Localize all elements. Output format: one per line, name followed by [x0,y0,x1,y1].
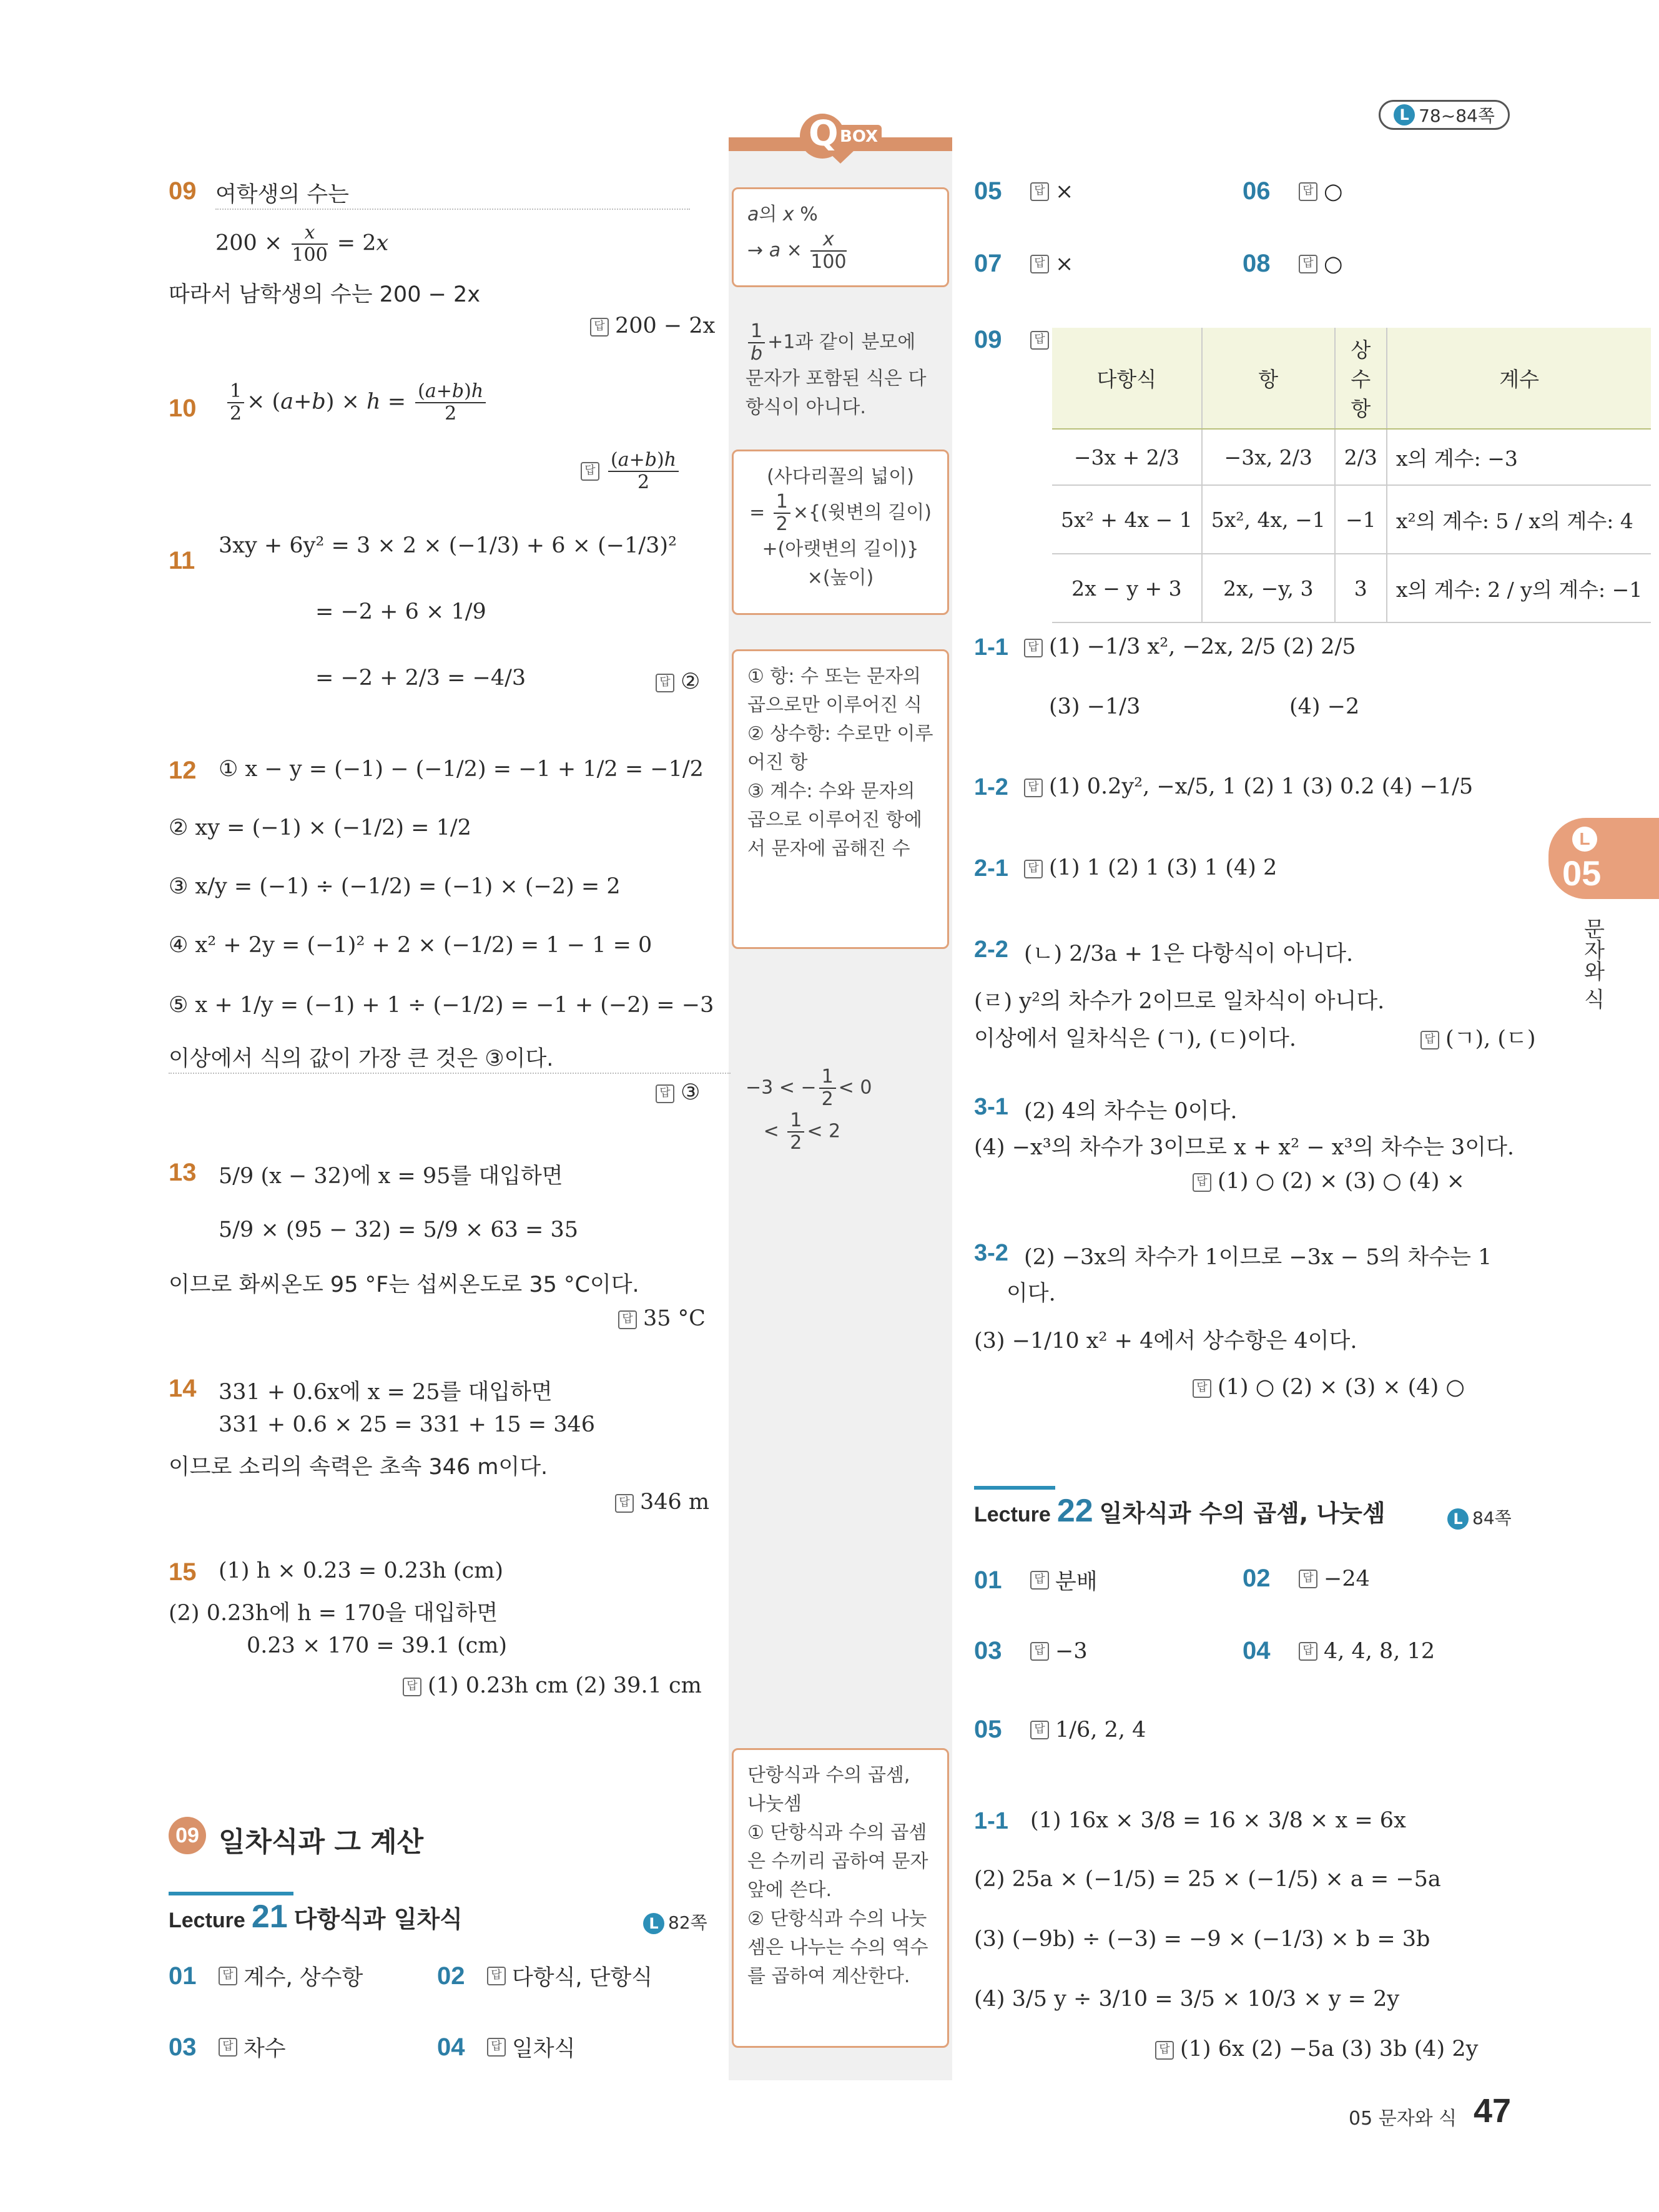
answer-icon: 답 [1299,255,1317,273]
answer-icon: 답 [219,1967,237,1985]
problem-11-answer: 답 ② [656,669,700,694]
qbox-logo-box: BOX [840,127,879,146]
problem-12-line2: ② xy = (−1) × (−1/2) = 1/2 [169,815,471,840]
side-tab-number: 05 [1562,853,1602,893]
table-row: 2x − y + 3 2x, −y, 3 3 x의 계수: 2 / y의 계수: −1 [1052,554,1651,622]
problem-14-number: 14 [169,1375,197,1402]
answer-icon: 답 [1299,1642,1317,1661]
lecture-21-tag: Lecture [169,1909,245,1932]
qbox-note-monomial: 단항식과 수의 곱셈, 나눗셈 ① 단항식과 수의 곱셈은 수끼리 곱하여 문자 앞에 쓴다. ② 단항식과 수의 나눗셈은 나누는 수의 역수를 곱하여 계산한다. [732,1748,949,2048]
problem-15-answer: 답 (1) 0.23h cm (2) 39.1 cm [403,1673,702,1698]
lecture-21-num: 21 [251,1899,288,1935]
l21-item-01: 01 답 계수, 상수항 [169,1962,363,1990]
problem-10-answer: 답 $\frac{(a+b)h}{2}$ [581,450,681,493]
lecture-22-rule [974,1486,1055,1490]
table-header: 항 [1202,328,1335,429]
r22-1-1-answer: 답 (1) 6x (2) −5a (3) 3b (4) 2y [1155,2037,1478,2062]
answer-icon: 답 [581,462,599,481]
problem-13-line3: 이므로 화씨온도 95 °F는 섭씨온도로 35 °C이다. [169,1272,639,1297]
qbox-note-inequality: −3 < − $\frac{1}{2}$ < 0 < $\frac{1}{2}$ < 2 [746,1066,872,1154]
problem-13-line2: 5/9 × (95 − 32) = 5/9 × 63 = 35 [219,1217,578,1242]
problem-15-line2: (2) 0.23h에 h = 170을 대입하면 [169,1601,498,1626]
answer-icon: 답 [1030,1571,1049,1590]
chapter-badge: 09 [169,1817,206,1854]
r-1-1-line1: 답 (1) −1/3 x², −2x, 2/5 (2) 2/5 [1024,634,1356,659]
r-1-2-line1: 답 (1) 0.2y², −x/5, 1 (2) 1 (3) 0.2 (4) −1/5 [1024,774,1473,799]
answer-icon: 답 [1030,331,1049,350]
r-3-1-line2: (4) −x³의 차수가 3이므로 x + x² − x³의 차수는 3이다. [974,1135,1515,1160]
problem-12-line1: ① x − y = (−1) − (−1/2) = −1 + 1/2 = −1/2 [219,757,704,782]
problem-14-line1: 331 + 0.6x에 x = 25를 대입하면 [219,1380,553,1405]
answer-icon: 답 [1030,182,1049,201]
answer-icon: 답 [1299,1570,1317,1588]
answer-icon: 답 [1420,1031,1439,1049]
answer-icon: 답 [1030,255,1049,273]
answer-icon: 답 [219,2038,237,2057]
table-header: 다항식 [1052,328,1202,429]
lecture-icon: L [1447,1508,1469,1530]
r-2-2-number: 2-2 [974,936,1008,963]
r-1-1-line2: (3) −1/3 [1049,694,1141,719]
answer-icon: 답 [1024,779,1043,797]
qbox-note-trapezoid: (사다리꼴의 넓이) = $\frac{1}{2}$ ×{(윗변의 길이) +(아랫변의 길이)} ×(높이) [732,450,949,615]
qbox-note-percent: a의 x % → a × $\frac{x}{100}$ [732,187,949,287]
problem-12-line5: ⑤ x + 1/y = (−1) + 1 ÷ (−1/2) = −1 + (−2) = −3 [169,993,714,1018]
r-1-1-line3: (4) −2 [1289,694,1360,719]
lecture-22-num: 22 [1056,1493,1093,1529]
answer-icon: 답 [590,318,609,337]
r-2-2-line2: (ㄹ) y²의 차수가 2이므로 일차식이 아니다. [974,989,1385,1014]
answer-icon: 답 [1193,1379,1211,1398]
r22-1-1-line2: (2) 25a × (−1/5) = 25 × (−1/5) × a = −5a [974,1867,1441,1892]
problem-15-number: 15 [169,1558,197,1586]
problem-12-answer: 답 ③ [656,1080,700,1105]
r-2-1-line1: 답 (1) 1 (2) 1 (3) 1 (4) 2 [1024,855,1277,880]
qbox-note-polynomial: $\frac{1}{b}$ +1과 같이 분모에 문자가 포함된 식은 다항식이 아니다. [746,320,927,418]
problem-11-line2: = −2 + 6 × 1/9 [315,599,486,624]
answer-icon: 답 [615,1494,634,1513]
r-2-2-answer: 답 (ㄱ), (ㄷ) [1420,1021,1536,1053]
lecture-icon: L [1394,104,1415,125]
problem-13-answer: 답 35 °C [618,1306,706,1331]
r-2-2-line3: 이상에서 일차식은 (ㄱ), (ㄷ)이다. [974,1026,1296,1051]
qbox-logo [729,112,952,156]
answer-icon: 답 [618,1310,637,1329]
qbox-logo-q: Q [809,114,839,154]
r22-1-1-line1: (1) 16x × 3/8 = 16 × 3/8 × x = 6x [1030,1808,1406,1833]
problem-09-line3: 따라서 남학생의 수는 200 − 2x [169,282,481,307]
r-item-07: 07 답 × [974,250,1074,277]
answer-icon: 답 [1024,860,1043,878]
table-row: 5x² + 4x − 1 5x², 4x, −1 −1 x²의 계수: 5 / x의 계수: 4 [1052,485,1651,554]
problem-10-number: 10 [169,395,197,422]
r-item-05: 05 답 × [974,177,1074,205]
lecture-icon: L [643,1913,664,1934]
lecture-21-title: 다항식과 일차식 [293,1905,463,1933]
l21-item-03: 03 답 차수 [169,2033,286,2062]
answer-icon: 답 [1299,182,1317,201]
footer-chapter: 05 문자와 식 [1349,2108,1457,2130]
lecture-22-title: 일차식과 수의 곱셈, 나눗셈 [1099,1500,1386,1527]
problem-09-line2: 200 × $\frac{x}{100}$ = 2x [215,222,389,266]
problem-14-line2: 331 + 0.6 × 25 = 331 + 15 = 346 [219,1412,596,1437]
page-number: 47 [1474,2092,1512,2130]
page-range-pill [1379,100,1510,130]
problem-10-line1: $\frac{1}{2}$ × (a+b) × h = $\frac{(a+b)h}{2}$ [225,381,488,425]
r-2-1-number: 2-1 [974,855,1008,882]
chapter-title: 일차식과 그 계산 [219,1826,424,1858]
r-3-2-answer: 답 (1) ○ (2) × (3) × (4) ○ [1193,1375,1465,1400]
r-item-08: 08 답 ○ [1243,250,1343,277]
table-header: 계수 [1387,328,1651,429]
problem-09-line1: 여학생의 수는 [215,177,690,210]
problem-13-line1: 5/9 (x − 32)에 x = 95를 대입하면 [219,1164,563,1189]
lecture-22-tag: Lecture [974,1503,1051,1526]
table-row: −3x + 2/3 −3x, 2/3 2/3 x의 계수: −3 [1052,429,1651,485]
answer-icon: 답 [1155,2041,1174,2060]
page-range: 78~84쪽 [1419,106,1495,126]
r-3-1-line1: (2) 4의 차수는 0이다. [1024,1099,1238,1124]
problem-11-line1: 3xy + 6y² = 3 × 2 × (−1/3) + 6 × (−1/3)² [219,533,677,558]
l22-item-02: 02 답 −24 [1243,1565,1370,1592]
lecture-22-heading [974,1492,1386,1530]
problem-09-number: 09 [169,177,197,205]
answer-icon: 답 [1024,639,1043,657]
lecture-22-ref: L 84쪽 [1447,1505,1512,1530]
r-1-2-number: 1-2 [974,774,1008,800]
answer-icon: 답 [1193,1173,1211,1192]
problem-15-line3: 0.23 × 170 = 39.1 (cm) [247,1633,508,1658]
problem-14-line3: 이므로 소리의 속력은 초속 346 m이다. [169,1455,548,1480]
table-header: 상수항 [1335,328,1387,429]
l21-item-02: 02 답 다항식, 단항식 [437,1962,653,1990]
r22-1-1-line3: (3) (−9b) ÷ (−3) = −9 × (−1/3) × b = 3b [974,1927,1430,1952]
answer-icon: 답 [656,674,674,692]
problem-12-number: 12 [169,757,197,784]
r-3-1-number: 3-1 [974,1094,1008,1120]
r-3-1-answer: 답 (1) ○ (2) × (3) ○ (4) × [1193,1169,1465,1194]
r-3-2-number: 3-2 [974,1240,1008,1266]
lecture-21-ref: L 82쪽 [643,1909,707,1934]
problem-09-answer: 답 200 − 2x [590,313,715,338]
problem-14-answer: 답 346 m [615,1490,709,1515]
answer-icon: 답 [656,1084,674,1103]
r-item-09: 09 답 [974,326,1055,354]
problem-11-line3: = −2 + 2/3 = −4/3 [315,666,526,691]
lecture-21-rule [169,1892,293,1895]
l22-item-01: 01 답 분배 [974,1566,1098,1595]
r-3-2-line2: 이다. [1007,1281,1056,1306]
answer-icon: 답 [487,1967,506,1985]
answer-icon: 답 [1030,1721,1049,1739]
qbox-note-terms: ① 항: 수 또는 문자의 곱으로만 이루어진 식 ② 상수항: 수로만 이루어진 항 ③ 계수: 수와 문자의 곱으로 이루어진 항에서 문자에 곱해진 수 [732,649,949,949]
answer-icon: 답 [1030,1642,1049,1661]
r-3-2-line1: (2) −3x의 차수가 1이므로 −3x − 5의 차수는 1 [1024,1245,1492,1270]
l22-item-04: 04 답 4, 4, 8, 12 [1243,1637,1435,1664]
problem-12-line4: ④ x² + 2y = (−1)² + 2 × (−1/2) = 1 − 1 = 0 [169,933,652,958]
problem-12-line3: ③ x/y = (−1) ÷ (−1/2) = (−1) × (−2) = 2 [169,874,621,899]
problem-12-line6: 이상에서 식의 값이 가장 큰 것은 ③이다. [169,1041,731,1074]
r-2-2-line1: (ㄴ) 2/3a + 1은 다항식이 아니다. [1024,941,1354,966]
lecture-21-heading [169,1898,463,1935]
r-1-1-number: 1-1 [974,634,1008,661]
r-item-06: 06 답 ○ [1243,177,1343,205]
answer-icon: 답 [487,2038,506,2057]
r-3-2-line3: (3) −1/10 x² + 4에서 상수항은 4이다. [974,1329,1357,1354]
problem-13-number: 13 [169,1159,197,1186]
lecture-icon: L [1572,827,1597,852]
problem-15-line1: (1) h × 0.23 = 0.23h (cm) [219,1558,504,1583]
l21-item-04: 04 답 일차식 [437,2033,576,2062]
side-tab [1548,818,1659,899]
l22-item-03: 03 답 −3 [974,1637,1088,1664]
answer-icon: 답 [403,1678,421,1696]
side-tab-label: 문자와 식 [1580,918,1605,1010]
r22-1-1-number: 1-1 [974,1808,1008,1834]
problem-11-number: 11 [169,547,195,574]
polynomial-table [1052,328,1643,623]
r22-1-1-line4: (4) 3/5 y ÷ 3/10 = 3/5 × 10/3 × y = 2y [974,1987,1400,2012]
l22-item-05: 05 답 1/6, 2, 4 [974,1716,1146,1743]
